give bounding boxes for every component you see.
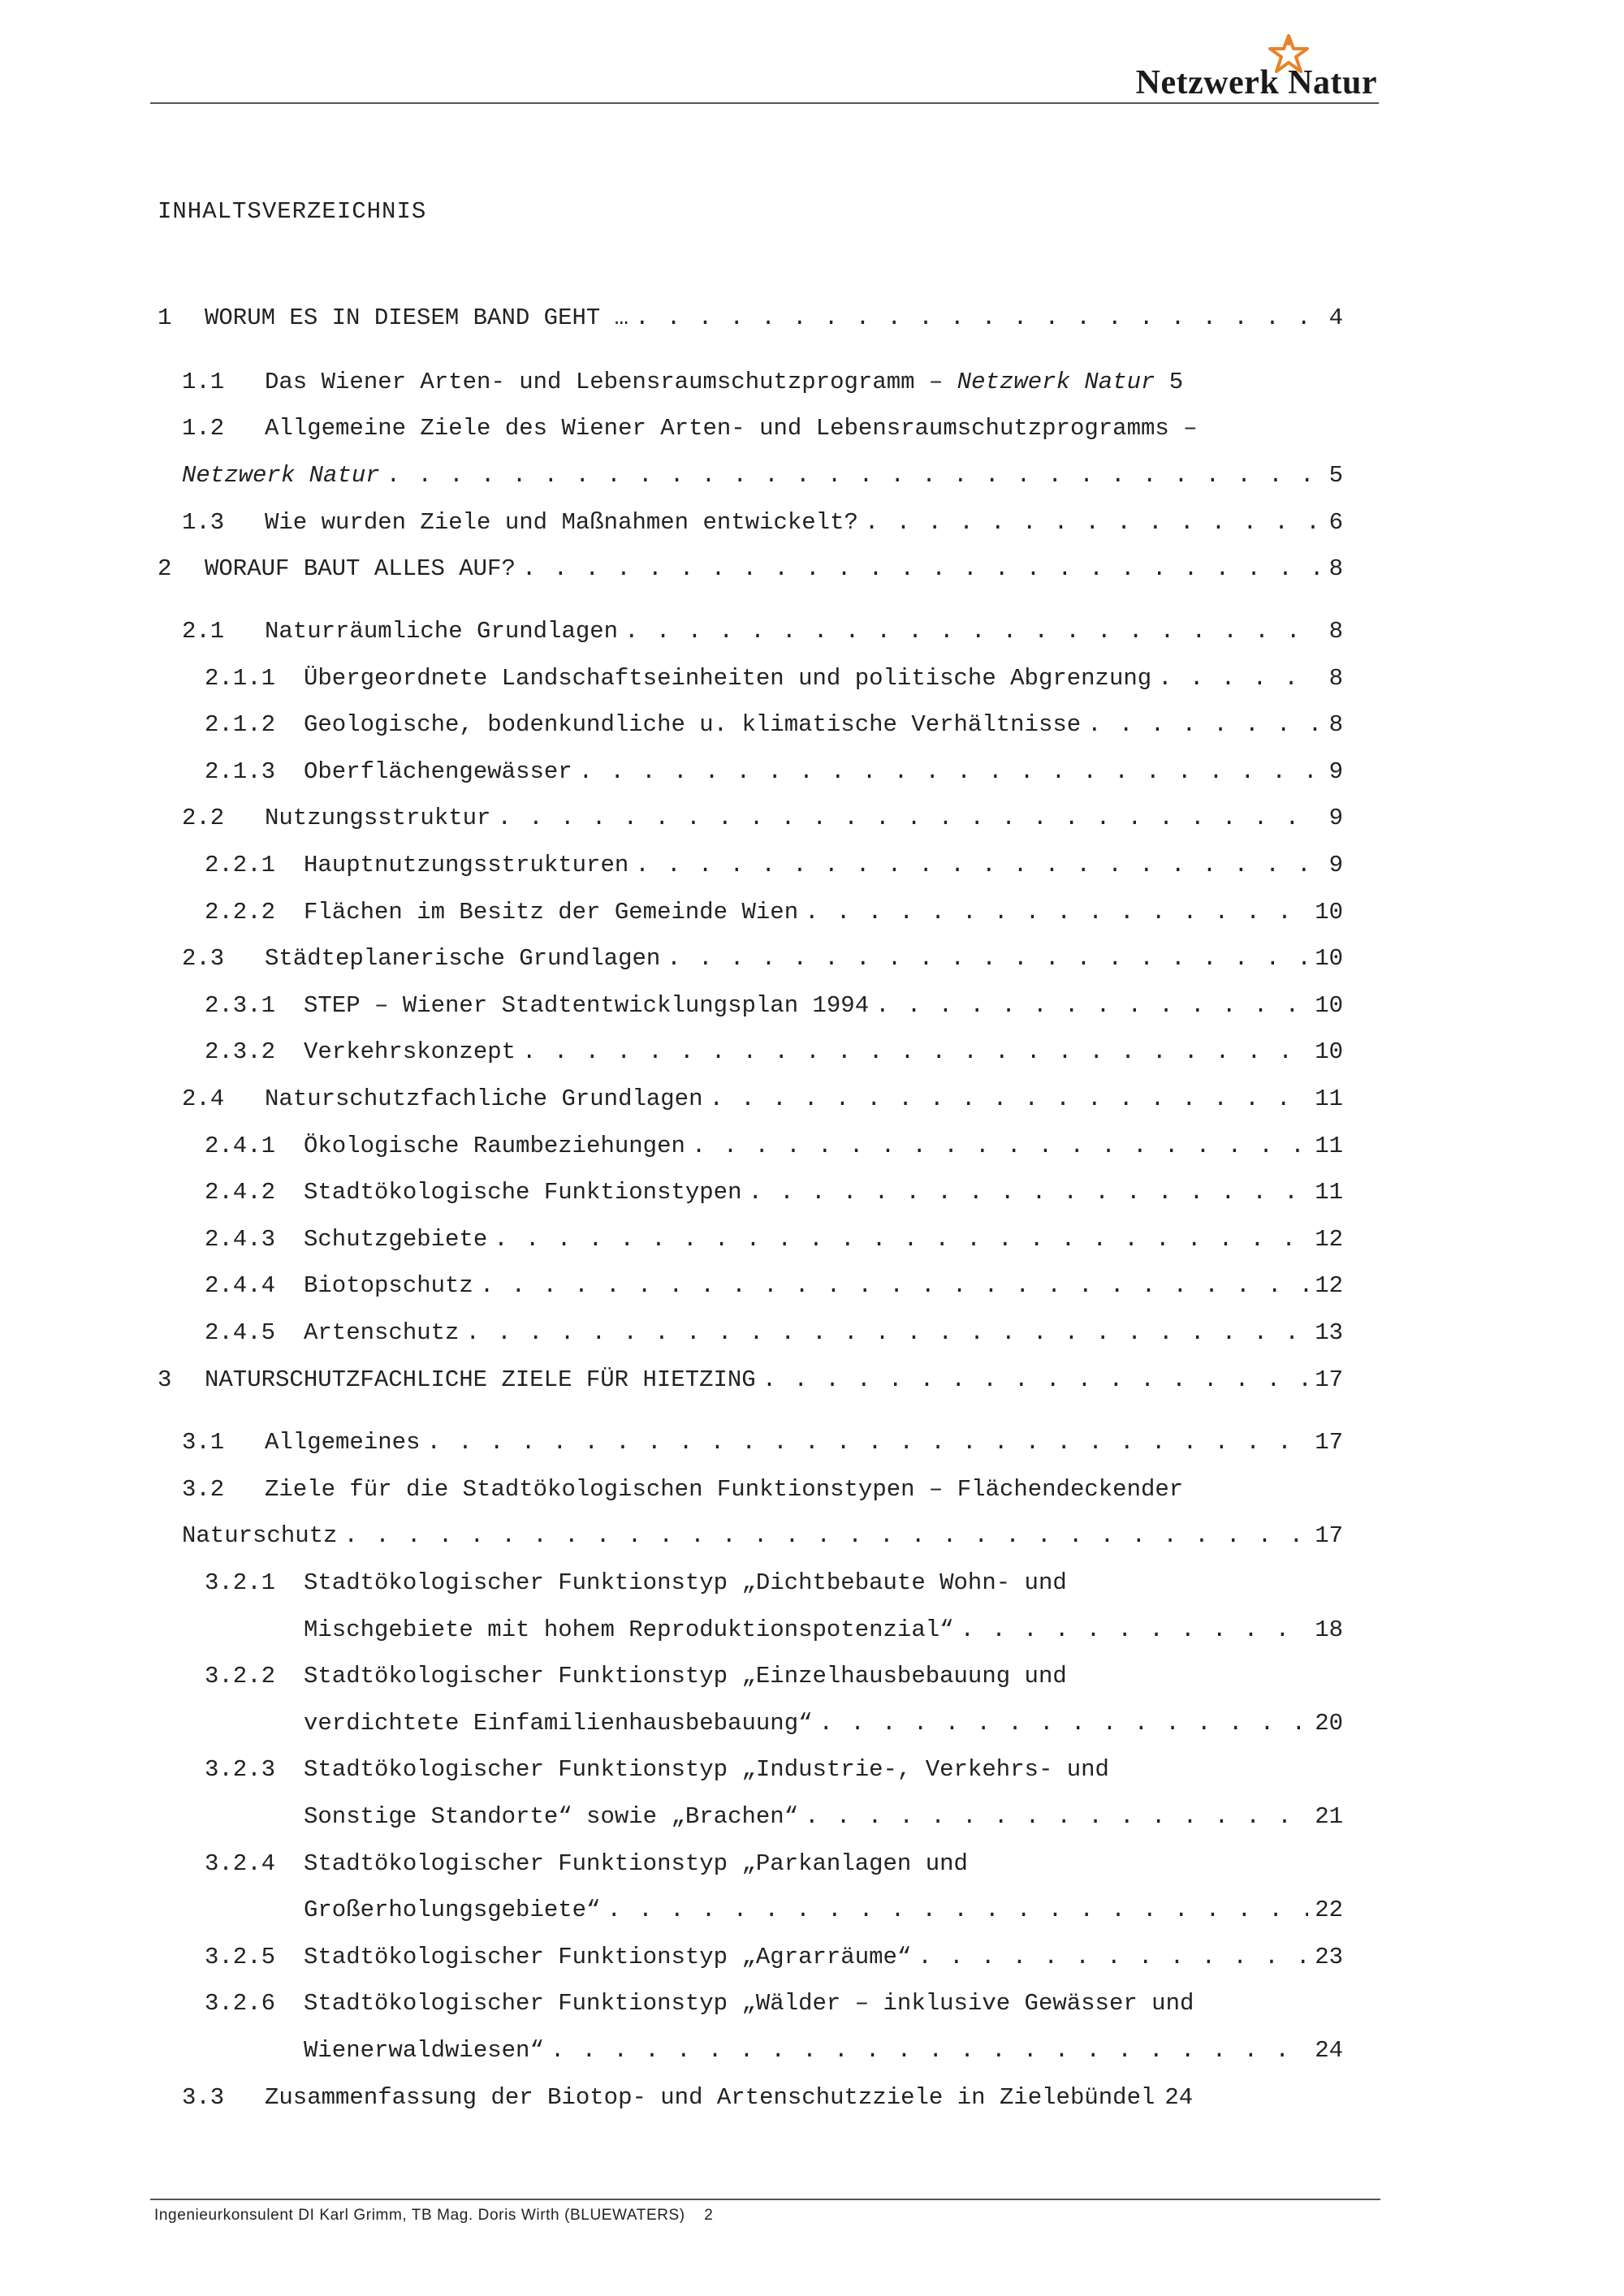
toc-entry-page: 11: [1315, 1085, 1343, 1112]
toc-entry-number: 2.4.3: [205, 1226, 276, 1253]
toc-entry-page: 23: [1315, 1944, 1343, 1970]
toc-entry-continuation[interactable]: [304, 1614, 1343, 1646]
toc-entry[interactable]: [182, 615, 1343, 648]
toc-entry-title: Schutzgebiete: [304, 1226, 488, 1253]
toc-entry-title: NATURSCHUTZFACHLICHE ZIELE FÜR HIETZING: [205, 1366, 756, 1393]
toc-entry-continuation[interactable]: [182, 1520, 1343, 1552]
toc-leader-dots: [635, 849, 1320, 882]
toc-entry[interactable]: [182, 943, 1343, 975]
toc-entry-page: 4: [1328, 304, 1343, 331]
toc-entry-number: 2.4: [182, 1085, 225, 1112]
toc-entry-number: 1: [158, 304, 172, 331]
footer-credits: Ingenieurkonsulent DI Karl Grimm, TB Mag. Doris Wirth (BLUEWATERS): [154, 2207, 685, 2224]
toc-entry-number: 2.1: [182, 618, 225, 645]
toc-leader-dots: [875, 990, 1308, 1022]
toc-leader-dots: [522, 1036, 1308, 1068]
toc-leader-dots: [522, 553, 1320, 585]
toc-entry-number: 3.2: [182, 1476, 225, 1503]
toc-entry-title: Naturschutzfachliche Grundlagen: [265, 1085, 703, 1112]
toc-entry-title: Ökologische Raumbeziehungen: [304, 1133, 685, 1159]
toc-entry-page: 13: [1315, 1319, 1343, 1346]
toc-entry-number: 3.1: [182, 1429, 225, 1456]
footer-page-number: 2: [704, 2207, 714, 2224]
toc-entry-title: Stadtökologischer Funktionstyp „Dichtbebaute Wohn- und: [304, 1569, 1067, 1596]
toc-entry-title-italic: Netzwerk Natur: [957, 369, 1155, 395]
toc-entry[interactable]: [182, 1083, 1343, 1116]
toc-entry-page: 12: [1315, 1226, 1343, 1253]
toc-entry-number: 1.1: [182, 369, 225, 395]
toc-entry-continuation[interactable]: [304, 1894, 1343, 1927]
toc-entry-number: 2: [158, 555, 172, 582]
toc-entry[interactable]: [158, 553, 1343, 585]
toc-entry-number: 2.2.1: [205, 852, 276, 878]
toc-leader-dots: [497, 802, 1320, 835]
toc-entry-title: Stadtökologischer Funktionstyp „Parkanlagen und: [304, 1850, 968, 1877]
toc-entry-title: Oberflächengewässer: [304, 758, 572, 785]
toc-entry-title: Sonstige Standorte“ sowie „Brachen“: [304, 1803, 799, 1830]
toc-leader-dots: [961, 1614, 1309, 1646]
toc-entry[interactable]: [205, 1130, 1343, 1163]
toc-entry-page: 9: [1328, 805, 1343, 831]
toc-leader-dots: [343, 1520, 1308, 1552]
toc-entry-title: Artenschutz: [304, 1319, 460, 1346]
toc-leader-dots: [918, 1941, 1308, 1974]
toc-leader-dots: [710, 1083, 1309, 1116]
toc-entry-page: 20: [1315, 1710, 1343, 1737]
toc-entry[interactable]: [158, 1364, 1343, 1396]
toc-entry-title: STEP – Wiener Stadtentwicklungsplan 1994: [304, 992, 870, 1019]
toc-leader-dots: [480, 1270, 1308, 1302]
toc-entry-page: 24: [1315, 2037, 1343, 2064]
toc-entry-number: 2.2: [182, 805, 225, 831]
toc-entry-page: 5: [1328, 462, 1343, 489]
toc-entry-title: WORAUF BAUT ALLES AUF?: [205, 555, 516, 582]
toc-entry-number: 2.3.2: [205, 1038, 276, 1065]
toc-entry[interactable]: [182, 366, 1183, 399]
toc-leader-dots: [1158, 662, 1320, 695]
toc-leader-dots: [465, 1317, 1308, 1349]
toc-entry-title: Nutzungsstruktur: [265, 805, 491, 831]
toc-entry-page: 8: [1328, 711, 1343, 738]
toc-entry-title: Das Wiener Arten- und Lebensraumschutzprogramm –: [265, 369, 944, 395]
toc-entry-number: 3.2.4: [205, 1850, 276, 1877]
toc-entry-title: Wienerwaldwiesen“: [304, 2037, 544, 2064]
toc-entry-number: 2.4.4: [205, 1272, 276, 1299]
toc-entry-continuation[interactable]: [182, 460, 1343, 492]
toc-entry-continuation[interactable]: [304, 1801, 1343, 1833]
toc-entry[interactable]: [205, 1270, 1343, 1302]
toc-leader-dots: [426, 1426, 1308, 1459]
toc-entry-number: 3: [158, 1366, 172, 1393]
toc-entry[interactable]: [205, 1567, 1067, 1599]
toc-entry-page: 8: [1328, 555, 1343, 582]
toc-entry-page: 8: [1328, 618, 1343, 645]
toc-title: INHALTSVERZEICHNIS: [158, 198, 427, 225]
toc-entry-page: 9: [1328, 758, 1343, 785]
toc-entry-number: 2.3: [182, 945, 225, 972]
toc-entry[interactable]: [205, 1224, 1343, 1256]
toc-leader-dots: [692, 1130, 1308, 1163]
toc-entry-number: 2.1.1: [205, 665, 276, 692]
toc-entry-title: Verkehrskonzept: [304, 1038, 516, 1065]
toc-entry-title: Mischgebiete mit hohem Reproduktionspotenzial“: [304, 1616, 954, 1643]
toc-entry-page: 17: [1315, 1366, 1343, 1393]
toc-entry-page: 18: [1315, 1616, 1343, 1643]
toc-entry-title: Stadtökologischer Funktionstyp „Wälder – inklusive Gewässer und: [304, 1990, 1194, 2017]
toc-entry-title: Ziele für die Stadtökologischen Funktionstypen – Flächendeckender: [265, 1476, 1184, 1503]
toc-entry[interactable]: [182, 1474, 1183, 1506]
toc-entry-number: 2.3.1: [205, 992, 276, 1019]
toc-entry-title: Naturschutz: [182, 1522, 338, 1549]
toc-entry[interactable]: [205, 896, 1343, 929]
toc-entry-number: 2.4.2: [205, 1179, 276, 1206]
toc-entry-title: Stadtökologischer Funktionstyp „Agrarräume“: [304, 1944, 912, 1970]
toc-entry-title: verdichtete Einfamilienhausbebauung“: [304, 1710, 813, 1737]
toc-entry-page: 9: [1328, 852, 1343, 878]
toc-entry[interactable]: [205, 990, 1343, 1022]
toc-entry[interactable]: [182, 1426, 1343, 1459]
footer: [154, 2207, 713, 2225]
toc-entry-number: 3.2.2: [205, 1663, 276, 1690]
toc-entry-page: 17: [1315, 1522, 1343, 1549]
toc-entry[interactable]: [205, 709, 1343, 741]
toc-leader-dots: [865, 507, 1320, 539]
toc-entry-title: Wie wurden Ziele und Maßnahmen entwickelt?: [265, 509, 858, 536]
toc-entry[interactable]: [182, 507, 1343, 539]
toc-entry-number: 2.2.2: [205, 899, 276, 926]
toc-entry[interactable]: [182, 412, 1198, 445]
toc-entry-number: 2.4.1: [205, 1133, 276, 1159]
toc-entry[interactable]: [158, 302, 1343, 334]
toc-entry-continuation[interactable]: [304, 2035, 1343, 2067]
toc-entry-title: Übergeordnete Landschaftseinheiten und politische Abgrenzung: [304, 665, 1152, 692]
toc-leader-dots: [805, 1801, 1308, 1833]
toc-entry[interactable]: [205, 1941, 1343, 1974]
toc-leader-dots: [819, 1707, 1309, 1740]
toc-entry-page: 10: [1315, 945, 1343, 972]
toc-entry-page: 6: [1328, 509, 1343, 536]
toc-entry[interactable]: [205, 1754, 1109, 1786]
toc-entry-page: 22: [1315, 1897, 1343, 1923]
toc-entry-page: 11: [1315, 1133, 1343, 1159]
toc-entry-number: 3.2.6: [205, 1990, 276, 2017]
toc-entry-page: 10: [1315, 1038, 1343, 1065]
toc-leader-dots: [494, 1224, 1308, 1256]
toc-entry-continuation[interactable]: [304, 1707, 1343, 1740]
toc-leader-dots: [387, 460, 1320, 492]
toc-entry-title: Stadtökologische Funktionstypen: [304, 1179, 742, 1206]
toc-entry-number: 2.4.5: [205, 1319, 276, 1346]
toc-entry-title: Allgemeine Ziele des Wiener Arten- und Lebensraumschutzprogramms –: [265, 415, 1198, 442]
toc-entry-page: 10: [1315, 899, 1343, 926]
toc-entry-title: Zusammenfassung der Biotop- und Artenschutzziele in Zielebündel: [265, 2084, 1155, 2111]
toc-entry[interactable]: [205, 1987, 1194, 2020]
toc-entry[interactable]: [205, 1848, 968, 1880]
toc-entry[interactable]: [205, 662, 1343, 695]
toc-leader-dots: [1087, 709, 1320, 741]
toc-entry-page: 8: [1328, 665, 1343, 692]
toc-leader-dots: [551, 2035, 1308, 2067]
toc-entry[interactable]: [205, 1176, 1343, 1209]
toc-entry-number: 3.3: [182, 2084, 225, 2111]
toc-entry-page: 21: [1315, 1803, 1343, 1830]
toc-entry[interactable]: [205, 756, 1343, 788]
toc-entry-title: Stadtökologischer Funktionstyp „Industrie-, Verkehrs- und: [304, 1756, 1109, 1783]
toc-entry-number: 3.2.5: [205, 1944, 276, 1970]
toc-entry-number: 1.2: [182, 415, 225, 442]
toc-entry-page: 5: [1168, 369, 1184, 395]
toc-leader-dots: [607, 1894, 1308, 1927]
toc-entry-title: Städteplanerische Grundlagen: [265, 945, 661, 972]
toc-entry-title: WORUM ES IN DIESEM BAND GEHT …: [205, 304, 629, 331]
toc-entry-title: Naturräumliche Grundlagen: [265, 618, 619, 645]
logo-text: Netzwerk Natur: [1135, 64, 1377, 101]
toc-leader-dots: [624, 615, 1320, 648]
toc-entry-page: 10: [1315, 992, 1343, 1019]
toc-entry-title: Allgemeines: [265, 1429, 421, 1456]
toc-entry[interactable]: [205, 849, 1343, 882]
footer-divider: [150, 2199, 1380, 2200]
toc-leader-dots: [805, 896, 1308, 929]
toc-leader-dots: [667, 943, 1308, 975]
toc-entry[interactable]: [205, 1660, 1067, 1693]
toc-entry-title-italic: Netzwerk Natur: [182, 462, 380, 489]
toc-entry[interactable]: [182, 802, 1343, 835]
toc-entry[interactable]: [182, 2082, 1343, 2114]
toc-entry-number: 3.2.1: [205, 1569, 276, 1596]
toc-entry-page: 17: [1315, 1429, 1343, 1456]
toc-entry-title: Großerholungsgebiete“: [304, 1897, 601, 1923]
toc-entry-page: 11: [1315, 1179, 1343, 1206]
toc-entry-page: 24: [1164, 2084, 1194, 2111]
toc-leader-dots: [749, 1176, 1309, 1209]
toc-entry-number: 1.3: [182, 509, 225, 536]
toc-entry-number: 2.1.2: [205, 711, 276, 738]
toc-entry-title: Hauptnutzungsstrukturen: [304, 852, 629, 878]
toc-entry-number: 2.1.3: [205, 758, 276, 785]
toc-entry-number: 3.2.3: [205, 1756, 276, 1783]
toc-entry-page: 12: [1315, 1272, 1343, 1299]
toc-leader-dots: [635, 302, 1320, 334]
toc-entry[interactable]: [205, 1317, 1343, 1349]
toc-entry[interactable]: [205, 1036, 1343, 1068]
toc-entry-title: Flächen im Besitz der Gemeinde Wien: [304, 899, 799, 926]
toc-entry-title: Geologische, bodenkundliche u. klimatische Verhältnisse: [304, 711, 1082, 738]
toc-entry-title: Stadtökologischer Funktionstyp „Einzelhausbebauung und: [304, 1663, 1067, 1690]
toc-leader-dots: [762, 1364, 1308, 1396]
toc-entry-title: Biotopschutz: [304, 1272, 473, 1299]
toc-leader-dots: [579, 756, 1320, 788]
